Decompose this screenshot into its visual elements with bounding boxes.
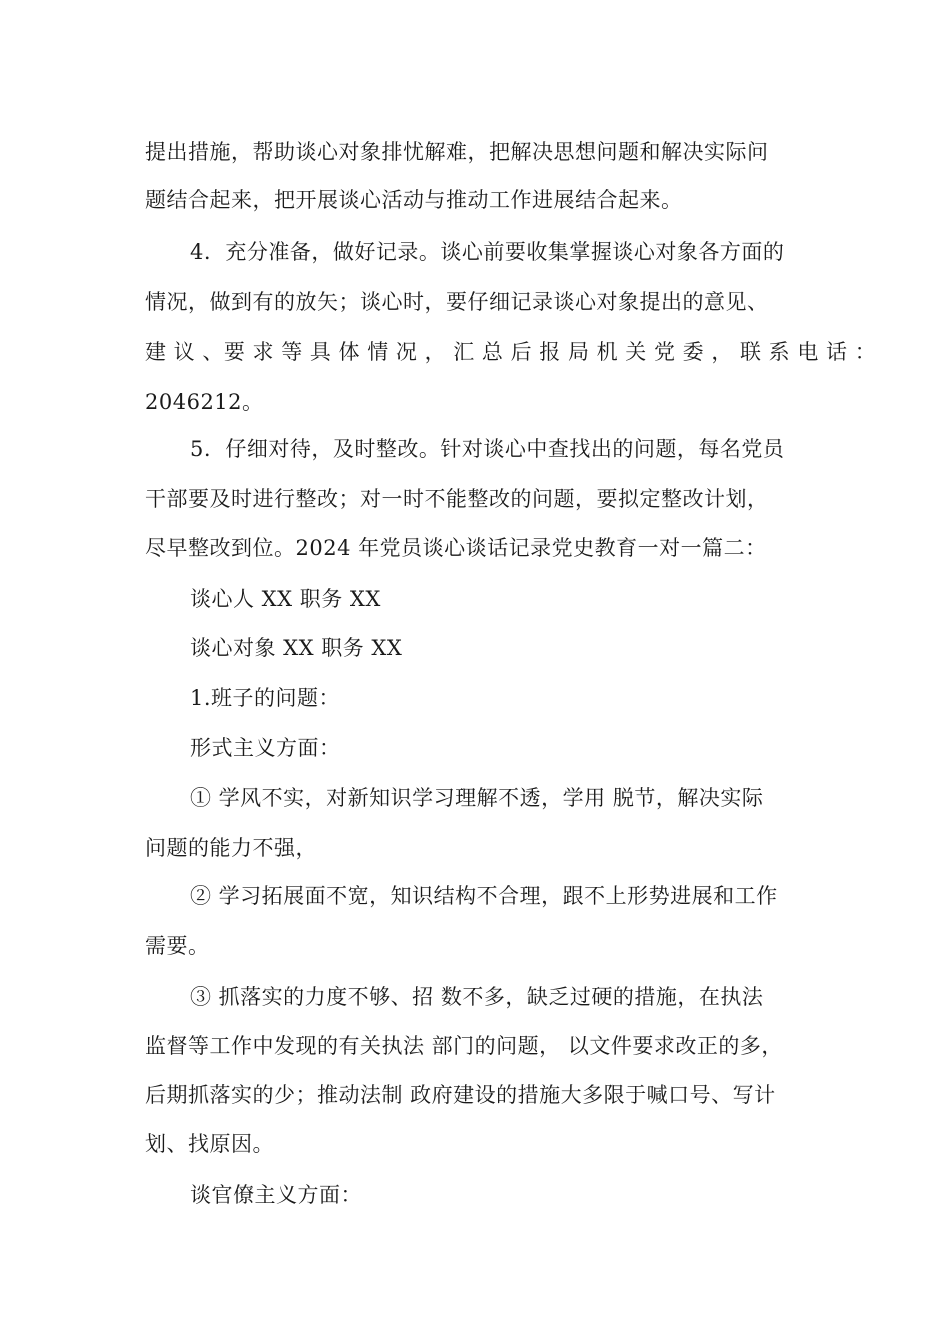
text-line: 5. 仔细对待，及时整改。针对谈心中查找出的问题，每名党员	[190, 437, 785, 461]
text-line: 后期抓落实的少；推动法制 政府建设的措施大多限于喊口号、写计	[145, 1083, 776, 1107]
text-line: 谈心对象 XX 职务 XX	[190, 636, 403, 660]
text-line: 4. 充分准备，做好记录。谈心前要收集掌握谈心对象各方面的	[190, 240, 785, 264]
text-line: 划、找原因。	[145, 1132, 274, 1156]
text-line: 情况，做到有的放矢；谈心时，要仔细记录谈心对象提出的意见、	[145, 290, 769, 314]
text-line: 干部要及时进行整改；对一时不能整改的问题，要拟定整改计划，	[145, 487, 769, 511]
text-line: 题结合起来，把开展谈心活动与推动工作进展结合起来。	[145, 188, 683, 212]
text-line: 提出措施，帮助谈心对象排忧解难，把解决思想问题和解决实际问	[145, 140, 769, 164]
text-line: 1.班子的问题：	[190, 686, 341, 710]
text-line: ① 学风不实，对新知识学习理解不透，学用 脱节，解决实际	[190, 786, 764, 810]
text-line: ② 学习拓展面不宽，知识结构不合理，跟不上形势进展和工作	[190, 884, 778, 908]
text-line: 2046212。	[145, 390, 264, 414]
text-line: ③ 抓落实的力度不够、招 数不多，缺乏过硬的措施，在执法	[190, 985, 764, 1009]
text-line: 问题的能力不强，	[145, 836, 317, 860]
text-line: 需要。	[145, 934, 210, 958]
text-line: 建 议 、要 求 等 具 体 情 况 ， 汇 总 后 报 局 机 关 党 委 ， 联 系 电 话 ：	[145, 340, 877, 364]
text-line: 谈心人 XX 职务 XX	[190, 587, 381, 611]
text-line: 形式主义方面：	[190, 736, 341, 760]
text-line: 尽早整改到位。2024 年党员谈心谈话记录党史教育一对一篇二：	[145, 536, 767, 560]
text-line: 监督等工作中发现的有关执法 部门的问题， 以文件要求改正的多，	[145, 1034, 783, 1058]
text-line: 谈官僚主义方面：	[190, 1183, 362, 1207]
